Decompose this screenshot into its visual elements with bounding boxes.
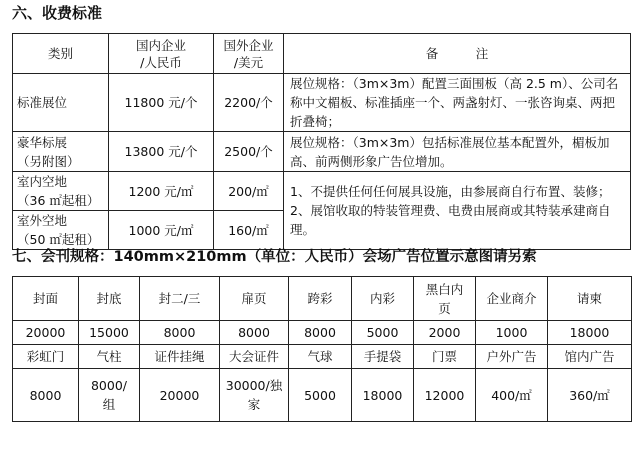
ad-item-price: 20000	[140, 369, 220, 422]
ad-item-row	[13, 277, 632, 321]
header-foreign: 国外企业 /美元	[214, 34, 284, 74]
ad-item-price: 18000	[352, 369, 414, 422]
ad-item-name: 门票	[414, 345, 476, 369]
ad-item-price: 5000	[289, 369, 352, 422]
ad-price-row	[13, 321, 632, 345]
ad-item-price: 1000	[476, 321, 548, 345]
ad-item-name: 彩虹门	[13, 345, 79, 369]
fee-remark: 展位规格：（3m×3m）包括标准展位基本配置外，楣板加高、前两侧形象广告位增加。	[284, 132, 631, 172]
ad-item-name: 封二/三	[140, 277, 220, 321]
ad-item-price: 400/㎡	[476, 369, 548, 422]
fee-row	[13, 172, 631, 211]
ad-item-name: 封底	[79, 277, 140, 321]
ad-item-price: 8000	[220, 321, 289, 345]
header-category: 类别	[13, 34, 109, 74]
ad-item-name: 扉页	[220, 277, 289, 321]
ad-item-price: 5000	[352, 321, 414, 345]
header-domestic: 国内企业 /人民币	[109, 34, 214, 74]
fee-domestic: 11800 元/个	[109, 74, 214, 132]
ad-price-table	[12, 276, 632, 422]
fee-domestic: 1200 元/㎡	[109, 172, 214, 211]
fee-foreign: 200/㎡	[214, 172, 284, 211]
ad-item-price: 2000	[414, 321, 476, 345]
ad-item-price: 30000/独 家	[220, 369, 289, 422]
ad-item-name: 跨彩	[289, 277, 352, 321]
ad-item-name: 企业商介	[476, 277, 548, 321]
ad-item-name: 证件挂绳	[140, 345, 220, 369]
fee-category: 室内空地 （36 ㎡起租）	[13, 172, 109, 211]
fee-foreign: 160/㎡	[214, 211, 284, 250]
ad-item-name: 手提袋	[352, 345, 414, 369]
fee-header-row	[13, 34, 631, 74]
fee-row	[13, 74, 631, 132]
ad-item-price: 8000	[140, 321, 220, 345]
header-remark: 备 注	[284, 34, 631, 74]
fee-row	[13, 132, 631, 172]
ad-item-name: 黑白内 页	[414, 277, 476, 321]
section-6-title: 六、收费标准	[12, 4, 103, 22]
ad-item-price: 360/㎡	[548, 369, 632, 422]
fee-domestic: 1000 元/㎡	[109, 211, 214, 250]
fee-remark: 展位规格：（3m×3m）配置三面围板（高 2.5 m）、公司名称中文楣板、标准插座一个、两盏射灯、一张咨询桌、两把折叠椅；	[284, 74, 631, 132]
ad-item-name: 气球	[289, 345, 352, 369]
ad-item-price: 8000	[289, 321, 352, 345]
ad-item-price: 15000	[79, 321, 140, 345]
ad-item-price: 8000	[13, 369, 79, 422]
ad-item-row	[13, 345, 632, 369]
ad-item-name: 封面	[13, 277, 79, 321]
fee-category: 室外空地 （50 ㎡起租）	[13, 211, 109, 250]
ad-item-name: 大会证件	[220, 345, 289, 369]
fee-category: 豪华标展 （另附图）	[13, 132, 109, 172]
fee-foreign: 2200/个	[214, 74, 284, 132]
fee-domestic: 13800 元/个	[109, 132, 214, 172]
ad-item-price: 18000	[548, 321, 632, 345]
section-7-title: 七、会刊规格：140mm×210mm（单位：人民币）会场广告位置示意图请另索	[12, 249, 537, 265]
ad-item-name: 馆内广告	[548, 345, 632, 369]
fee-foreign: 2500/个	[214, 132, 284, 172]
ad-item-name: 内彩	[352, 277, 414, 321]
space-remark: 1、不提供任何任何展具设施，由参展商自行布置、装修； 2、展馆收取的特装管理费、电费由展商或其特装承建商自理。	[284, 172, 631, 250]
ad-item-price: 8000/ 组	[79, 369, 140, 422]
fee-standard-table	[12, 33, 631, 250]
ad-item-name: 请柬	[548, 277, 632, 321]
ad-price-row	[13, 369, 632, 422]
ad-item-name: 气柱	[79, 345, 140, 369]
ad-item-price: 20000	[13, 321, 79, 345]
fee-category: 标准展位	[13, 74, 109, 132]
ad-item-price: 12000	[414, 369, 476, 422]
ad-item-name: 户外广告	[476, 345, 548, 369]
